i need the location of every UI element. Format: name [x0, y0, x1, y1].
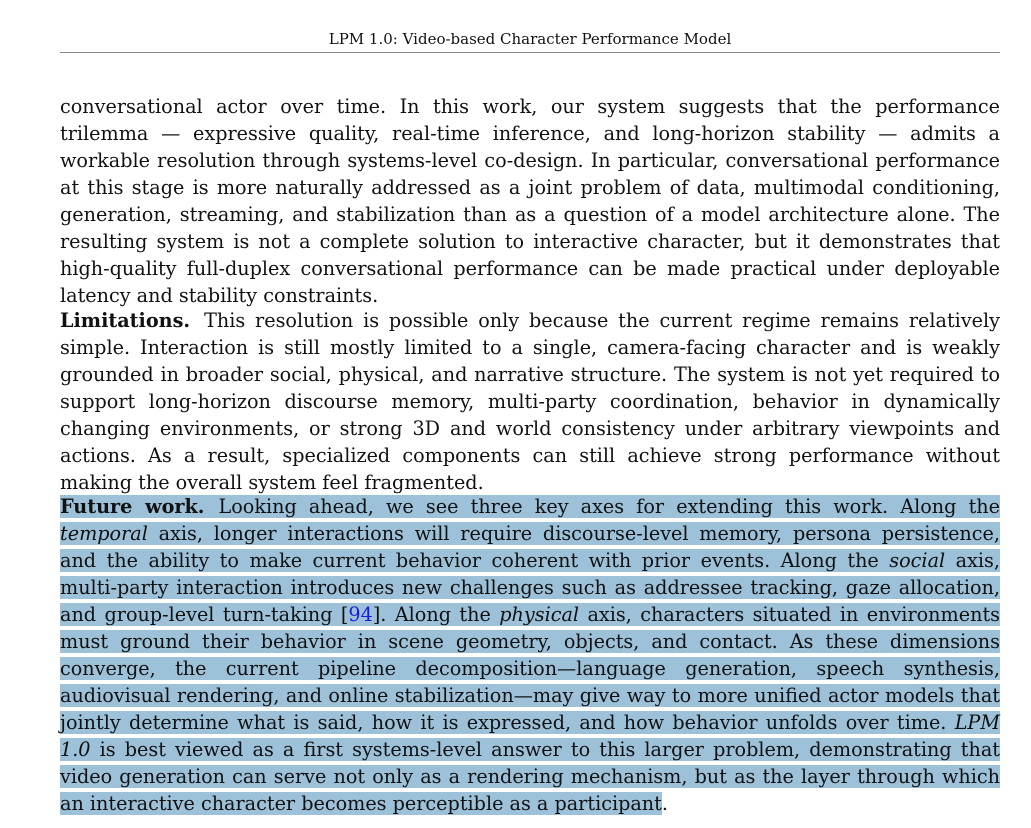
limitations-paragraph: [60, 307, 1000, 496]
final-period: .: [661, 792, 668, 815]
future-work-text: Looking ahead, we see three key axes for extending this work. Along the: [218, 495, 1000, 518]
running-title: LPM 1.0: Video-based Character Performance Model: [328, 30, 732, 48]
citation-link-94[interactable]: 94: [348, 603, 373, 626]
emphasis-social: social: [889, 549, 946, 572]
future-work-text: axis, multi-party interaction introduces new challenges such as addressee tracking, gaze allocation, and group-level turn-taking [: [60, 549, 1000, 626]
future-work-text: axis, characters situated in environments must ground their behavior in scene geometry, objects, and contact. As these dimensions converge, the current pipeline decomposition—language generation, speech synthesis, audiovisual rendering, and online stabilization—may give way to more unified actor models that jointly determine what is said, how it is expressed, and how behavior unfolds over time.: [60, 603, 1000, 734]
emphasis-temporal: temporal: [60, 522, 148, 545]
future-work-text: ]. Along the: [372, 603, 500, 626]
future-work-text: axis, longer interactions will require discourse-level memory, persona persistence, and the ability to make current behavior coherent with prior events. Along the: [60, 522, 1000, 572]
emphasis-model-name: LPM 1.0: [60, 711, 1000, 761]
limitations-heading: Limitations.: [60, 309, 191, 332]
header-rule: [60, 52, 1000, 53]
future-work-text: is best viewed as a first systems-level answer to this larger problem, demonstrating that video generation can serve not only as a rendering mechanism, but as the layer through which an interactive character becomes perceptible as a participant: [60, 738, 1000, 815]
emphasis-physical: physical: [499, 603, 580, 626]
limitations-text: This resolution is possible only because the current regime remains relatively simple. Interaction is still mostly limited to a single, camera-facing character and is weakly grounded in broader social, physical, and narrative structure. The system is not yet required to support long-horizon discourse memory, multi-party coordination, behavior in dynamically changing environments, or strong 3D and world consistency under arbitrary viewpoints and actions. As a result, specialized components can still achieve strong performance without making the overall system feel fragmented.: [60, 309, 1000, 494]
intro-paragraph: conversational actor over time. In this work, our system suggests that the performance trilemma — expressive quality, real-time inference, and long-horizon stability — admits a workable resolution through systems-level co-design. In particular, conversational performance at this stage is more naturally addressed as a joint problem of data, multimodal conditioning, generation, streaming, and stabilization than as a question of a model architecture alone. The resulting system is not a complete solution to interactive character, but it demonstrates that high-quality full-duplex conversational performance can be made practical under deployable latency and stability constraints.: [60, 95, 1000, 307]
future-work-heading: Future work.: [60, 495, 205, 518]
future-work-paragraph[interactable]: [60, 493, 1000, 817]
